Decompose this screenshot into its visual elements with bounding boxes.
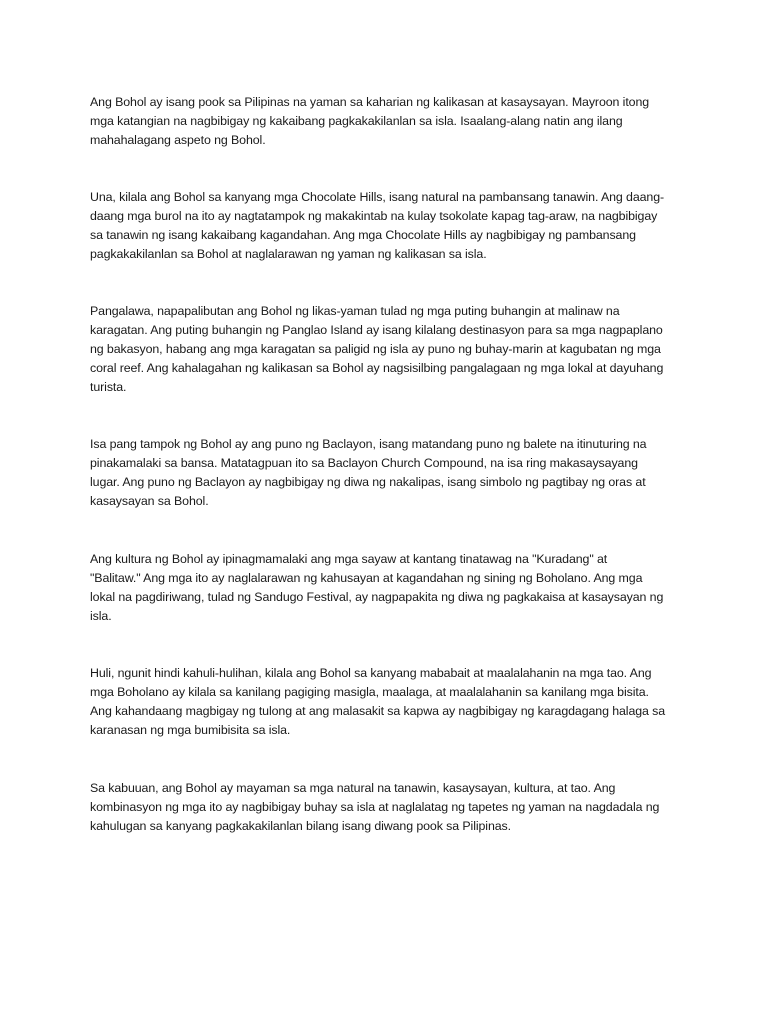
paragraph-culture [90, 550, 680, 626]
text-line: Pangalawa, napapalibutan ang Bohol ng likas-yaman tulad ng mga puting buhangin at malinaw na [90, 304, 620, 318]
paragraph-conclusion [90, 779, 680, 836]
paragraph-intro [90, 93, 680, 150]
paragraph-chocolate-hills [90, 188, 680, 264]
text-line: pagkakakilanlan sa Bohol at naglalarawan ng yaman ng kalikasan sa isla. [90, 247, 487, 261]
text-line: lugar. Ang puno ng Baclayon ay nagbibigay ng diwa ng nakalipas, isang simbolo ng pagtibay ng oras at [90, 475, 646, 489]
text-line: pinakamalaki sa bansa. Matatagpuan ito sa Baclayon Church Compound, na isa ring makasaysayang [90, 456, 638, 470]
text-line: mga katangian na nagbibigay ng kakaibang pagkakakilanlan sa isla. Isaalang-alang natin ang ilang [90, 114, 623, 128]
text-line: Ang Bohol ay isang pook sa Pilipinas na yaman sa kaharian ng kalikasan at kasaysayan. Mayroon itong [90, 95, 650, 109]
text-line: Huli, ngunit hindi kahuli-hulihan, kilala ang Bohol sa kanyang mababait at maalalahanin na mga tao. Ang [90, 666, 652, 680]
paragraph-baclayon-tree [90, 435, 680, 511]
text-line: Isa pang tampok ng Bohol ay ang puno ng Baclayon, isang matandang puno ng balete na itinuturing na [90, 437, 647, 451]
text-line: sa tanawin ng isang kakaibang kagandahan. Ang mga Chocolate Hills ay nagbibigay ng pambansang [90, 228, 636, 242]
text-line: karanasan ng mga bumibisita sa isla. [90, 723, 291, 737]
text-line: Ang kahandaang magbigay ng tulong at ang malasakit sa kapwa ay nagbibigay ng karagdagang halaga sa [90, 704, 666, 718]
text-line: mahahalagang aspeto ng Bohol. [90, 133, 266, 147]
text-line: kombinasyon ng mga ito ay nagbibigay buhay sa isla at naglalatag ng tapetes ng yaman na nagdadala ng [90, 800, 660, 814]
text-line: kasaysayan sa Bohol. [90, 494, 209, 508]
text-line: Sa kabuuan, ang Bohol ay mayaman sa mga natural na tanawin, kasaysayan, kultura, at tao. Ang [90, 781, 616, 795]
text-line: mga Boholano ay kilala sa kanilang pagiging masigla, maalaga, at maalalahanin sa kanilang mga bisita. [90, 685, 649, 699]
text-line: "Balitaw." Ang mga ito ay naglalarawan ng kahusayan at kagandahan ng sining ng Boholano. Ang mga [90, 571, 643, 585]
text-line: Una, kilala ang Bohol sa kanyang mga Chocolate Hills, isang natural na pambansang tanawin. Ang daang- [90, 190, 665, 204]
text-line: kahulugan sa kanyang pagkakakilanlan bilang isang diwang pook sa Pilipinas. [90, 819, 511, 833]
text-line: coral reef. Ang kahalagahan ng kalikasan sa Bohol ay nagsisilbing pangalagaan ng mga lokal at dayuhang [90, 361, 664, 375]
text-line: daang mga burol na ito ay nagtatampok ng makakintab na kulay tsokolate kapag tag-araw, na nagbibigay [90, 209, 658, 223]
paragraph-people [90, 664, 680, 740]
text-line: karagatan. Ang puting buhangin ng Panglao Island ay isang kilalang destinasyon para sa mga nagpaplano [90, 323, 663, 337]
text-line: isla. [90, 609, 112, 623]
text-line: lokal na pagdiriwang, tulad ng Sandugo Festival, ay nagpapakita ng diwa ng pagkakaisa at kasaysayan ng [90, 590, 664, 604]
text-line: Ang kultura ng Bohol ay ipinagmamalaki ang mga sayaw at kantang tinatawag na "Kuradang" at [90, 552, 608, 566]
text-line: ng bakasyon, habang ang mga karagatan sa paligid ng isla ay puno ng buhay-marin at kagubatan ng mga [90, 342, 661, 356]
text-line: turista. [90, 380, 127, 394]
paragraph-natural-resources [90, 302, 680, 397]
